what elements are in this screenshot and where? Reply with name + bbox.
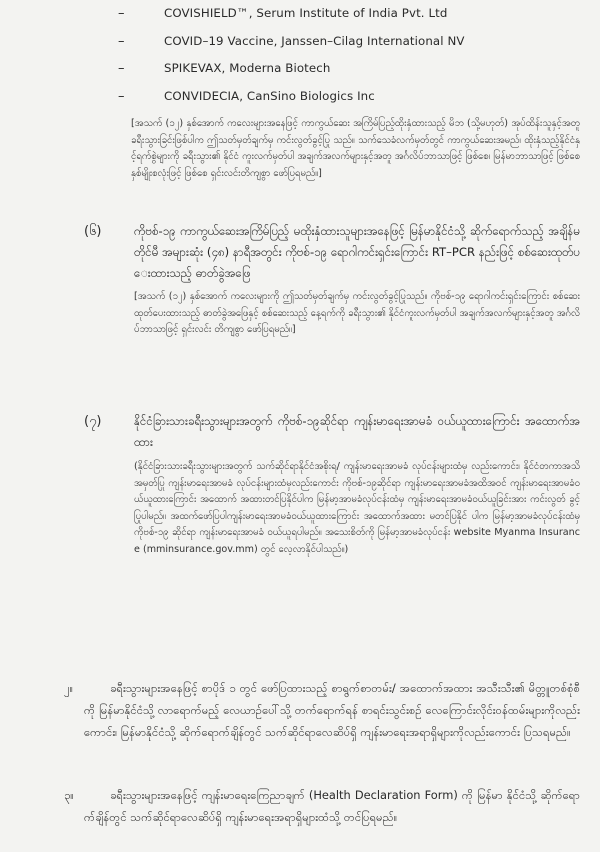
- item-note-7: (နိုင်ငံခြားသားခရီးသွားများအတွက် သက်ဆိုင်ရာနိုင်ငံအစိုးရ/ ကျန်းမာရေးအာမခံ လုပ်ငန်းများထံမှ လည်းကောင်း၊ နိုင်ငံတကာအသိအမှတ်ပြု ကျန်းမာရေးအာမခံ လုပ်ငန်းများထံမှလည်းကောင်း ကိုဗစ်-၁၉ဆိုင်ရာ ကျန်းမာရေးအာမခံအထိအဝင် ကျန်းမာရေးအာမခံဝယ်ယူထားကြောင်း အထောက် အထားတင်ပြနိုင်ပါက မြန်မာ့အာမခံလုပ်ငန်းထံမှ ကျန်းမာရေးအာမခံဝယ်ယူခြင်းအား ကင်းလွတ် ခွင့်ပြုပါမည်။ အထက်ဖော်ပြပါကျန်းမာရေးအာမခံဝယ်ယူထားကြောင်း အထောက်အထား မတင်ပြနိုင် ပါက မြန်မာ့အာမခံလုပ်ငန်းထံမှ ကိုဗစ်-၁၉ ဆိုင်ရာ ကျန်းမာရေးအာမခံ ဝယ်ယူရပါမည်။ အသေးစိတ်ကို မြန်မာ့အာမခံလုပ်ငန်း website Myanma Insurance (mminsurance.gov.mm) တွင် လေ့လာနိုင်ပါသည်။): [134, 461, 580, 555]
- list-dash: –: [118, 6, 125, 21]
- vaccine-note: [အသက် (၁၂) နှစ်အောက် ကလေးများအနေဖြင့် ကာကွယ်ဆေး အကြိမ်ပြည့်ထိုးနှံထားသည့် မိဘ (သို့မဟုတ်) အုပ်ထိန်းသူနှင့်အတူ ခရီးသွားခြင်းဖြစ်ပါက ဤသတ်မှတ်ချက်မှ ကင်းလွတ်ခွင့်ပြု သည်။ သက်သေခံလက်မှတ်တွင် ကာကွယ်ဆေးအမည်၊ ထိုးနှံသည့်နိုင်ငံနှင့်ရက်စွဲများကို ခရီးသွား၏ နိုင်ငံ ကူးလက်မှတ်ပါ အချက်အလက်များနှင့်အတူ အင်္ဂလိပ်ဘာသာဖြင့် ဖြစ်စေ၊ မြန်မာဘာသာဖြင့် ဖြစ်စေ နှစ်မျိုးစလုံးဖြင့် ဖြစ်စေ ရှင်းလင်းတိကျစွာ ဖော်ပြရမည်။]: [131, 118, 580, 179]
- paragraph-2: [64, 677, 580, 743]
- list-item: [118, 6, 578, 34]
- item-number-7: (၇): [84, 414, 102, 429]
- item-note-6: [အသက် (၁၂) နှစ်အောက် ကလေးများကို ဤသတ်မှတ်ချက်မှ ကင်းလွတ်ခွင့်ပြုသည်။ ကိုဗစ်-၁၉ ရောဂါကင်းရှင်းကြောင်း စစ်ဆေးထုတ်ပေးထားသည့် ဓာတ်ခွဲအဖြေနှင့် စစ်ဆေးသည့် နေ့ရက်ကို ခရီးသွား၏ နိုင်ငံကူးလက်မှတ်ပါ အချက်အလက်များနှင့်အတူ အင်္ဂလိပ်ဘာသာဖြင့် ရှင်းလင်း တိကျစွာ ဖော်ပြရမည်။]: [134, 291, 580, 336]
- list-item: [118, 89, 578, 117]
- vaccine-list: [118, 6, 578, 116]
- vaccine-name: COVISHIELD™, Serum Institute of India Pvt. Ltd: [164, 6, 448, 20]
- list-dash: –: [118, 61, 125, 76]
- paragraph-number-2: ၂။: [64, 681, 74, 695]
- item-heading-6: ကိုဗစ်-၁၉ ကာကွယ်ဆေးအကြိမ်ပြည့် မထိုးနှံထားသူများအနေဖြင့် မြန်မာနိုင်ငံသို့ ဆိုက်ရောက်သည့် အချိန်မတိုင်မီ အများဆုံး (၄၈) နာရီအတွင်း ကိုဗစ်-၁၉ ရောဂါကင်းရှင်းကြောင်း RT–PCR နည်းဖြင့် စစ်ဆေးထုတ်ပေးထားသည့် ဓာတ်ခွဲအဖြေ: [134, 224, 580, 280]
- paragraph-number-3: ၃။: [64, 788, 74, 802]
- vaccine-name: CONVIDECIA, CanSino Biologics Inc: [164, 88, 375, 103]
- vaccine-name: SPIKEVAX, Moderna Biotech: [164, 61, 331, 75]
- list-dash: –: [118, 88, 125, 104]
- paragraph-3: [64, 784, 580, 828]
- list-item: [118, 34, 578, 62]
- item-number-6: (၆): [84, 224, 102, 239]
- paragraph-text-2: ခရီးသွားများအနေဖြင့် စာပိုဒ် ၁ တွင် ဖော်ပြထားသည့် စာရွက်စာတမ်း/ အထောက်အထား အသီးသီး၏ မိတ္တူတစ်စုံစီကို မြန်မာနိုင်ငံသို့ လာရောက်မည့် လေယာဉ်ပေါ်သို့ တက်ရောက်ရန် စာရင်းသွင်းစဉ် လေကြောင်းလိုင်းဝန်ထမ်းများကိုလည်းကောင်း၊ မြန်မာနိုင်ငံသို့ ဆိုက်ရောက်ချိန်တွင် သက်ဆိုင်ရာလေဆိပ်ရှိ ကျန်းမာရေးအရာရှိများကိုလည်းကောင်း ပြသရမည်။: [84, 681, 580, 739]
- vaccine-name: COVID–19 Vaccine, Janssen–Cilag International NV: [164, 33, 465, 48]
- list-dash: –: [118, 33, 125, 49]
- paragraph-text-3: ခရီးသွားများအနေဖြင့် ကျန်းမာရေးကြေညာချက် (Health Declaration Form) ကို မြန်မာ နိုင်ငံသို့ ဆိုက်ရောက်ချိန်တွင် သက်ဆိုင်ရာလေဆိပ်ရှိ ကျန်းမာရေးအရာရှိများထံသို့ တင်ပြရမည်။: [84, 788, 580, 824]
- list-item: [118, 61, 578, 89]
- item-heading-7: နိုင်ငံခြားသားခရီးသွားများအတွက် ကိုဗစ်-၁၉ဆိုင်ရာ ကျန်းမာရေးအာမခံ ဝယ်ယူထားကြောင်း အထောက်အထား: [134, 414, 580, 449]
